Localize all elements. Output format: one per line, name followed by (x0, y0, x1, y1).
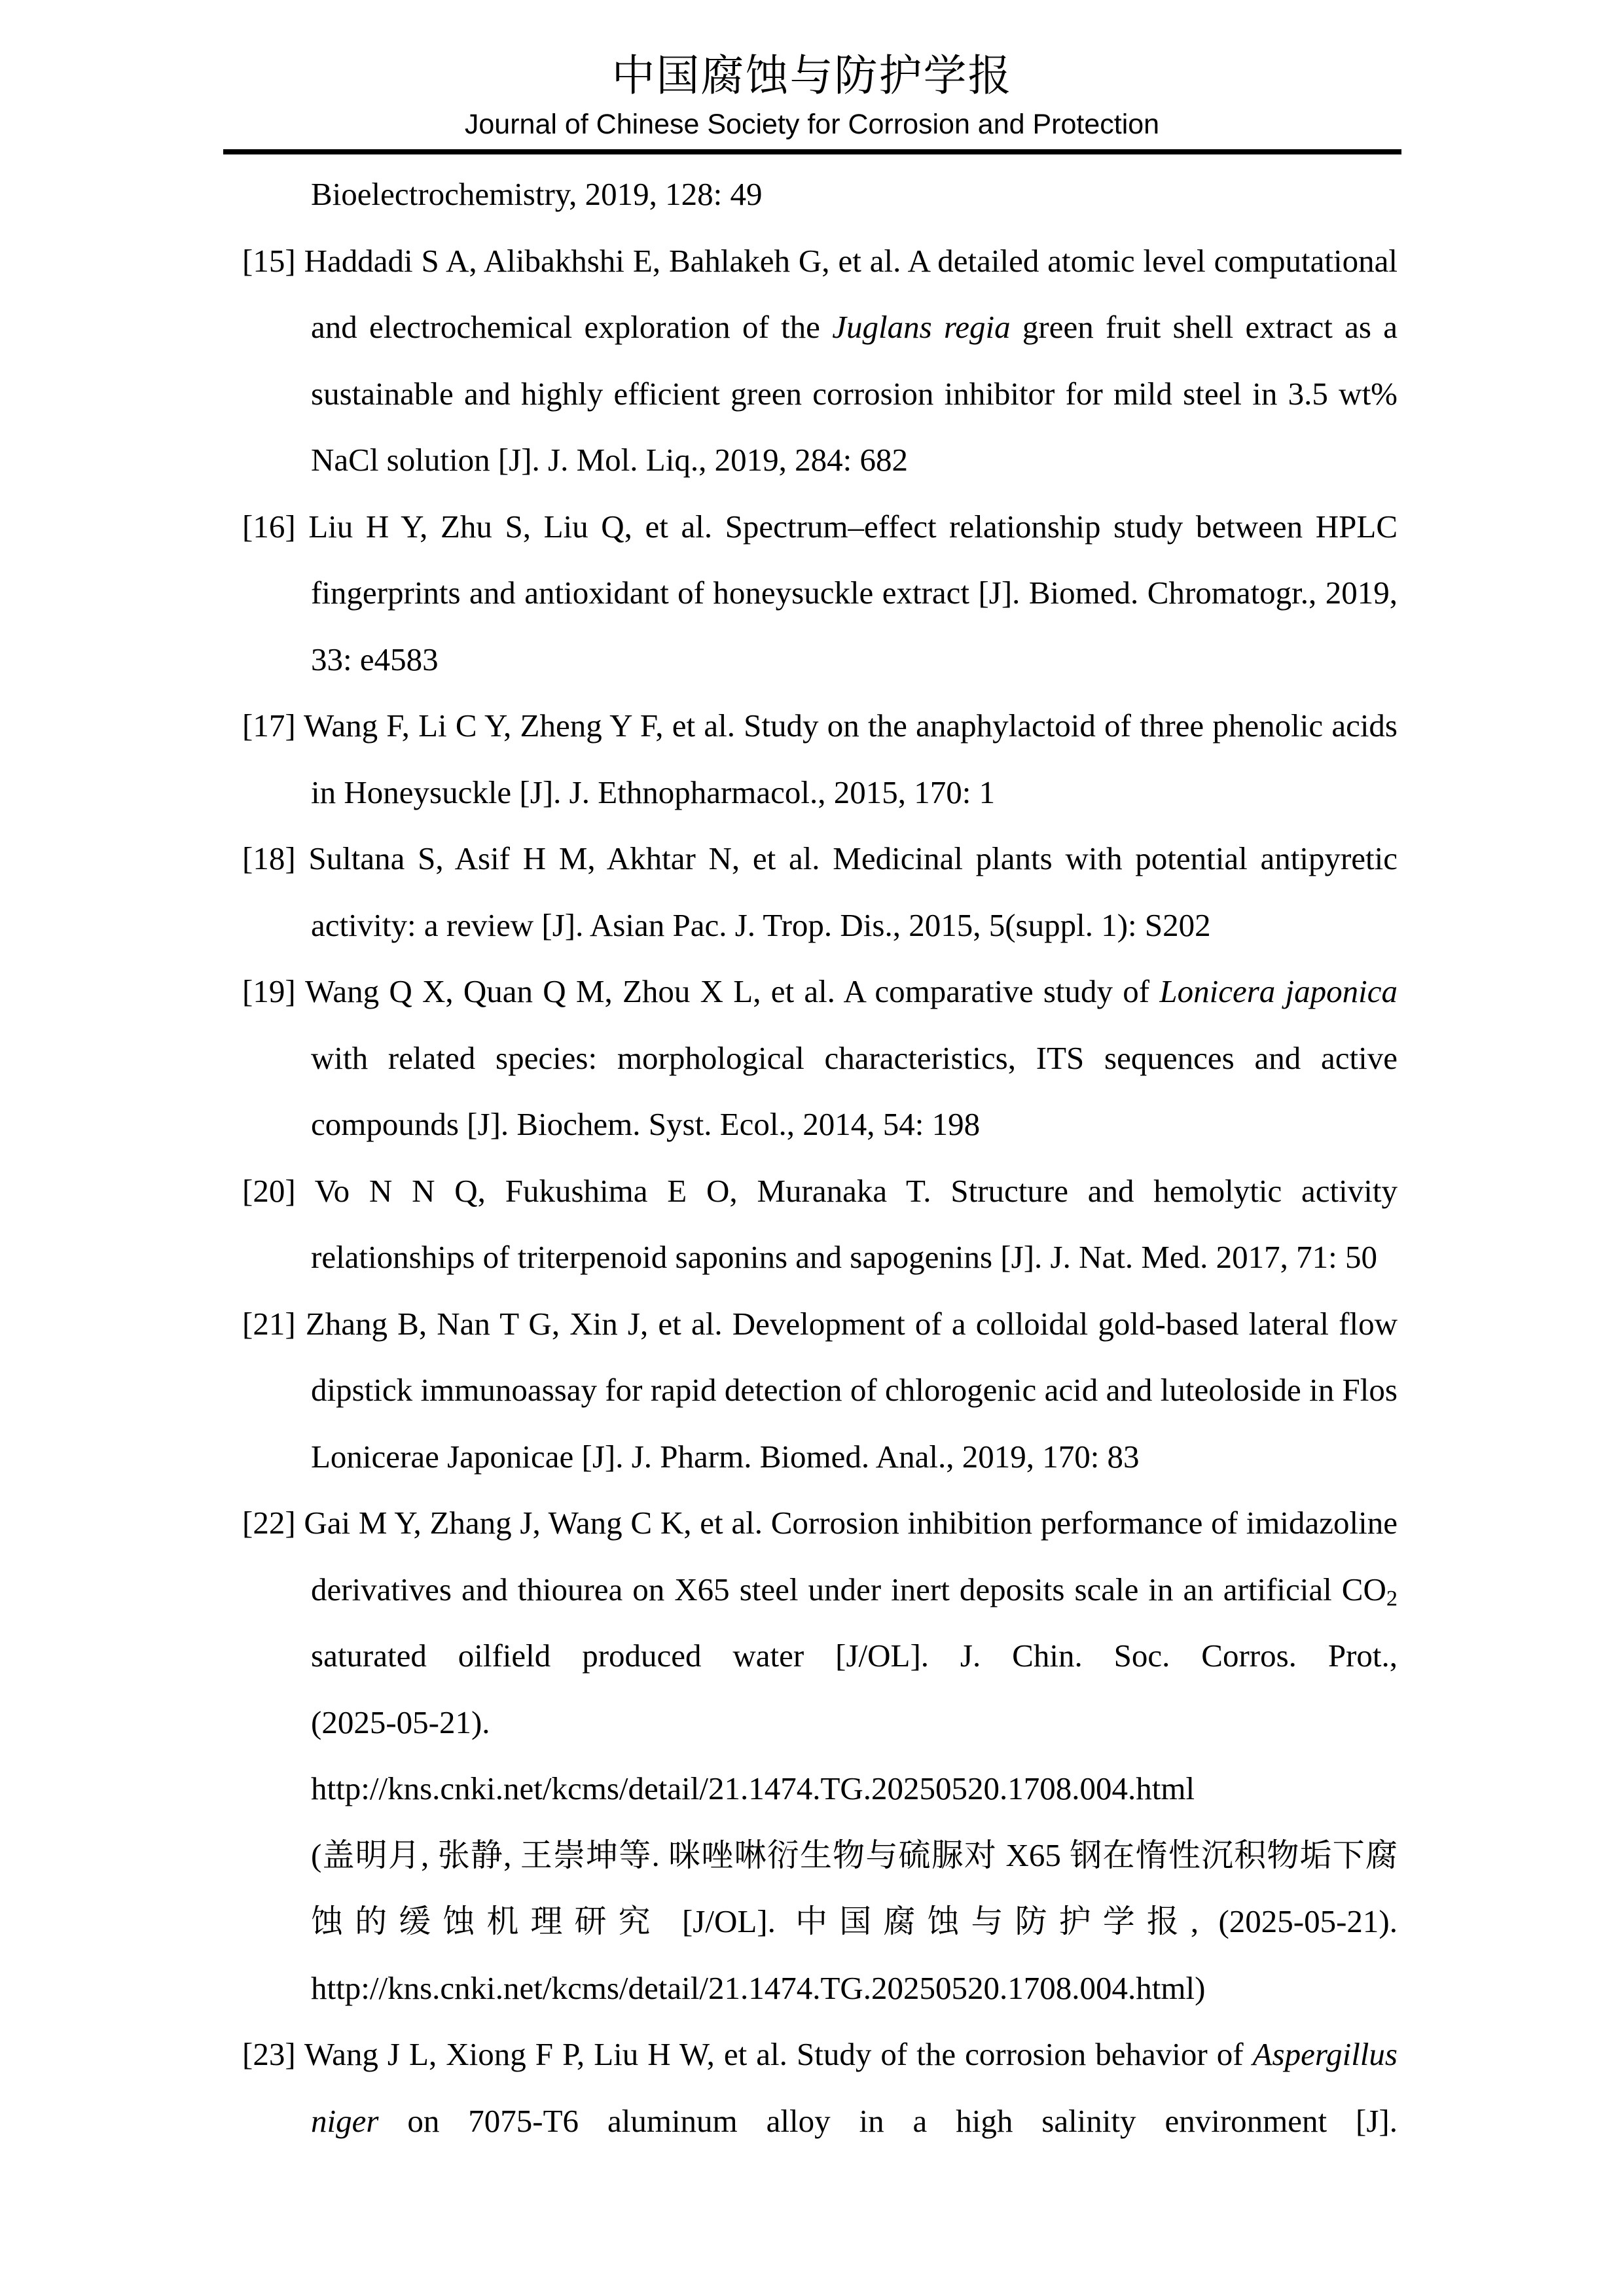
reference-label: [18] (242, 840, 296, 876)
reference-text: with related species: morphological characteristics, ITS sequences and active compounds [J]. Biochem. Syst. Ecol., 2014, 54: 198 (311, 1039, 1398, 1142)
reference-item (242, 1291, 1398, 1490)
species-name-italic: Juglans regia (832, 309, 1011, 345)
carryover-reference-line: Bioelectrochemistry, 2019, 128: 49 (311, 176, 763, 212)
reference-text: (2025-05-21). (311, 1704, 490, 1740)
species-name-italic: Lonicera japonica (1159, 973, 1398, 1009)
reference-text: Wang J L, Xiong F P, Liu H W, et al. Study of the corrosion behavior of (304, 2036, 1253, 2072)
reference-text: Sultana S, Asif H M, Akhtar N, et al. Medicinal plants with potential antipyretic activity: a review [J]. Asian Pac. J. Trop. Dis., 2015, 5(suppl. 1): S202 (308, 840, 1398, 943)
url-text: http://kns.cnki.net/kcms/detail/21.1474.TG.20250520.1708.004.html (311, 1770, 1195, 1806)
header-rule (223, 149, 1401, 154)
reference-text: green fruit shell extract as a sustainable and highly efficient green corrosion inhibitor for mild steel in 3.5 wt% NaCl solution [J]. J. Mol. Liq., 2019, 284: 682 (311, 309, 1398, 478)
reference-text: saturated oilfield produced water [J/OL]. J. Chin. Soc. Corros. Prot., (311, 1638, 1398, 1674)
reference-text: Zhang B, Nan T G, Xin J, et al. Development of a colloidal gold-based lateral flow dipstick immunoassay for rapid detection of chlorogenic acid and luteoloside in Flos Lonicerae Japonicae [J]. J. Pharm. Biomed. Anal., 2019, 170: 83 (305, 1305, 1398, 1475)
reference-text: 2 (1386, 1586, 1398, 1611)
journal-title-en: Journal of Chinese Society for Corrosion and Protection (464, 109, 1160, 140)
reference-label: [17] (242, 708, 296, 744)
reference-text: Gai M Y, Zhang J, Wang C K, et al. Corrosion inhibition performance of imidazoline derivatives and thiourea on X65 steel under inert deposits scale in an artificial CO (304, 1505, 1398, 1607)
url-text: http://kns.cnki.net/kcms/detail/21.1474.TG.20250520.1708.004.html) (311, 1969, 1206, 2006)
reference-label: [20] (242, 1172, 296, 1209)
reference-text: on 7075-T6 aluminum alloy in a high salinity environment [J]. (378, 2102, 1398, 2139)
reference-text: Haddadi S A, Alibakhshi E, Bahlakeh G, et al. A detailed atomic level computational and electrochemical exploration of the (304, 242, 1398, 345)
reference-label: [23] (242, 2036, 296, 2072)
reference-item (242, 692, 1398, 825)
reference-label: [15] (242, 242, 296, 279)
reference-text: Vo N N Q, Fukushima E O, Muranaka T. Structure and hemolytic activity relationships of triterpenoid saponins and sapogenins [J]. J. Nat. Med. 2017, 71: 50 (311, 1172, 1398, 1275)
reference-item (242, 228, 1398, 493)
reference-item (242, 1490, 1398, 2021)
reference-item (242, 825, 1398, 958)
journal-title-cn: 中国腐蚀与防护学报 (611, 52, 1013, 100)
reference-text: Liu H Y, Zhu S, Liu Q, et al. Spectrum–effect relationship study between HPLC fingerprints and antioxidant of honeysuckle extract [J]. Biomed. Chromatogr., 2019, 33: e4583 (308, 508, 1398, 677)
reference-item (242, 493, 1398, 693)
reference-item (242, 2021, 1398, 2154)
references-section (242, 161, 1398, 2154)
references-list (242, 228, 1398, 2155)
reference-label: [19] (242, 973, 296, 1009)
reference-item (242, 1158, 1398, 1291)
reference-text: Wang Q X, Quan Q M, Zhou X L, et al. A comparative study of (305, 973, 1160, 1009)
page-header (0, 0, 1624, 154)
reference-label: [16] (242, 508, 296, 545)
species-name-italic: Aspergillus niger (311, 2036, 1398, 2139)
reference-item (242, 958, 1398, 1158)
reference-text: (盖明月, 张静, 王崇坤等. 咪唑啉衍生物与硫脲对 X65 钢在惰性沉积物垢下腐蚀的缓蚀机理研究 [J/OL]. 中国腐蚀与防护学报, (2025-05-21). (311, 1837, 1398, 1939)
reference-text: Wang F, Li C Y, Zheng Y F, et al. Study on the anaphylactoid of three phenolic acids in Honeysuckle [J]. J. Ethnopharmacol., 2015, 170: 1 (304, 708, 1398, 810)
reference-label: [22] (242, 1505, 296, 1541)
reference-label: [21] (242, 1305, 296, 1342)
